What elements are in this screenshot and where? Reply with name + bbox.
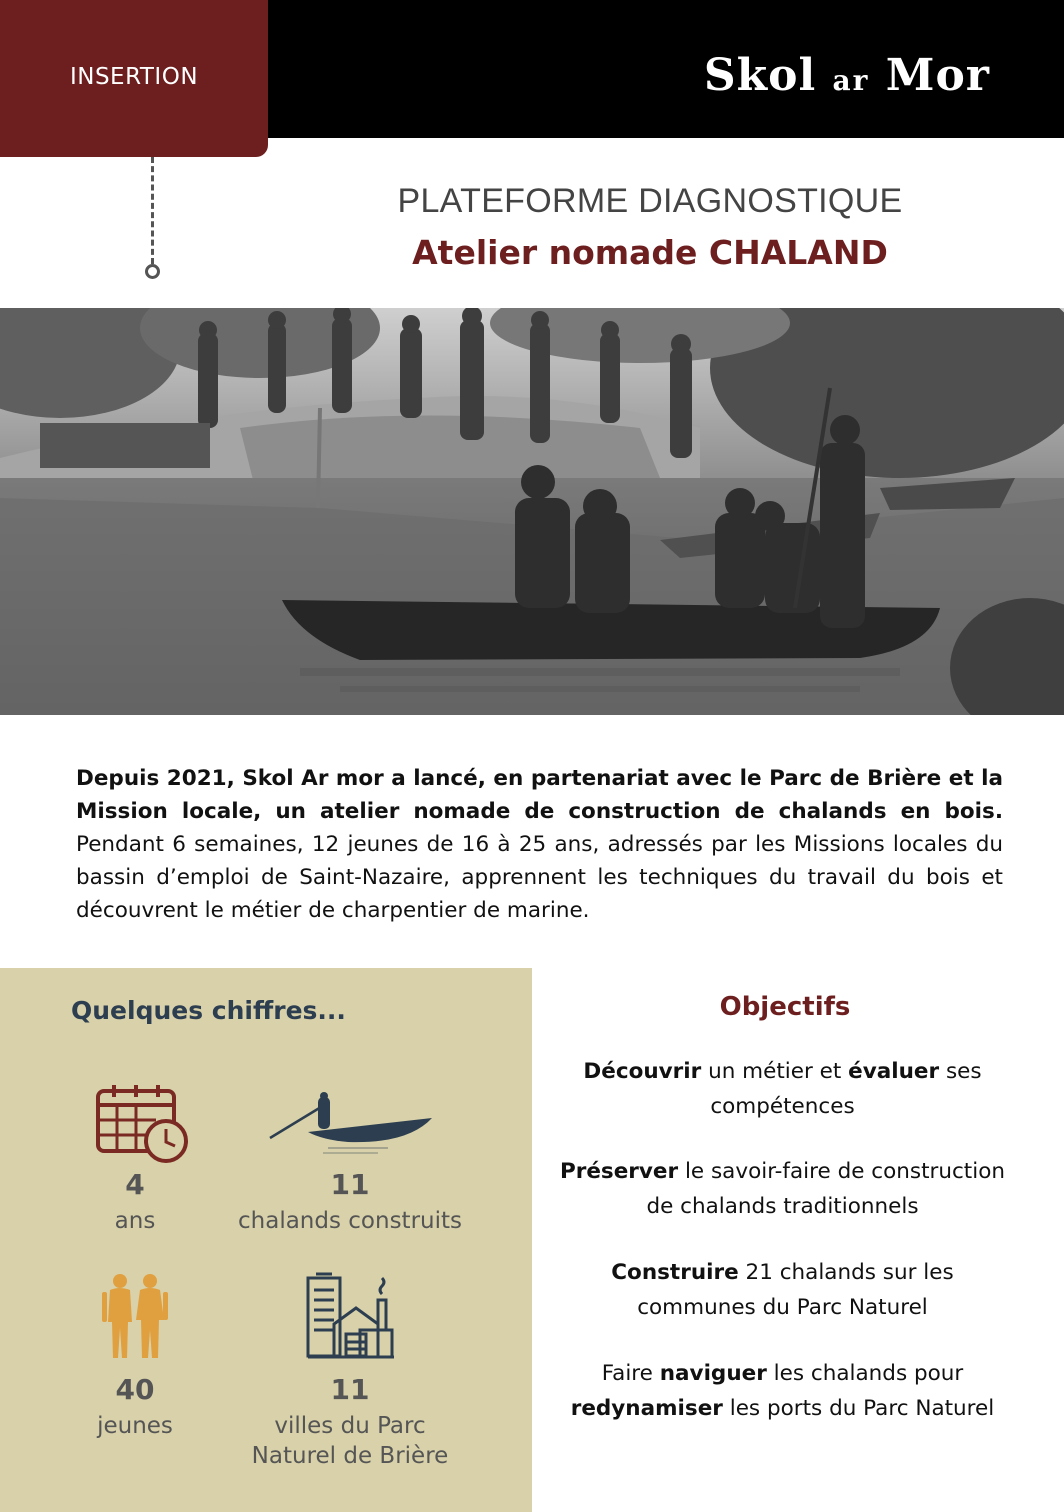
intro-regular-text: Pendant 6 semaines, 12 jeunes de 16 à 25 ans, adressés par les Missions locales du bassin d’emploi de Saint-Nazaire, apprennent les techniques du travail du bois et découvrent le métier de charpentier de marine. <box>76 832 1003 923</box>
timeline-node <box>145 264 160 279</box>
stat-years-value: 4 <box>125 1168 145 1201</box>
objective-item: Préserver le savoir-faire de construction de chalands traditionnels <box>559 1159 1005 1219</box>
stat-towns-value: 11 <box>330 1373 370 1406</box>
stat-youth-label: jeunes <box>97 1413 173 1439</box>
page-subtitle: Atelier nomade CHALAND <box>412 233 888 272</box>
objective-item: Découvrir un métier et évaluer ses compétences <box>583 1059 982 1119</box>
stat-youth-value: 40 <box>115 1373 155 1406</box>
intro-bold-text: Depuis 2021, Skol Ar mor a lancé, en partenariat avec le Parc de Brière et la Mission locale, un atelier nomade de construction de chalands en bois. <box>76 766 1003 824</box>
category-tag-label: INSERTION <box>69 64 199 90</box>
hero-photo <box>0 308 1064 715</box>
stat-boats-value: 11 <box>330 1168 370 1201</box>
town-buildings-icon <box>306 1272 396 1364</box>
timeline-connector <box>151 157 154 264</box>
key-figures-heading: Quelques chiffres... <box>71 996 346 1025</box>
boat-punting-icon <box>268 1092 434 1164</box>
brand-logo: Skol ar Mor <box>703 50 990 101</box>
objective-item: Faire naviguer les chalands pour redynamiser les ports du Parc Naturel <box>570 1361 995 1421</box>
objective-item: Construire 21 chalands sur les communes du Parc Naturel <box>611 1260 954 1320</box>
photo-boat-scene <box>0 308 1064 715</box>
stat-boats-label: chalands construits <box>238 1208 462 1234</box>
intro-paragraph <box>76 762 1003 927</box>
stat-years-label: ans <box>114 1208 156 1234</box>
objectives-heading: Objectifs <box>719 992 851 1022</box>
stat-towns-label: villes du Parc Naturel de Brière <box>251 1413 449 1469</box>
calendar-clock-icon <box>96 1083 191 1169</box>
people-icon <box>100 1272 170 1364</box>
page-title: PLATEFORME DIAGNOSTIQUE <box>397 182 903 220</box>
category-tag <box>0 0 268 157</box>
